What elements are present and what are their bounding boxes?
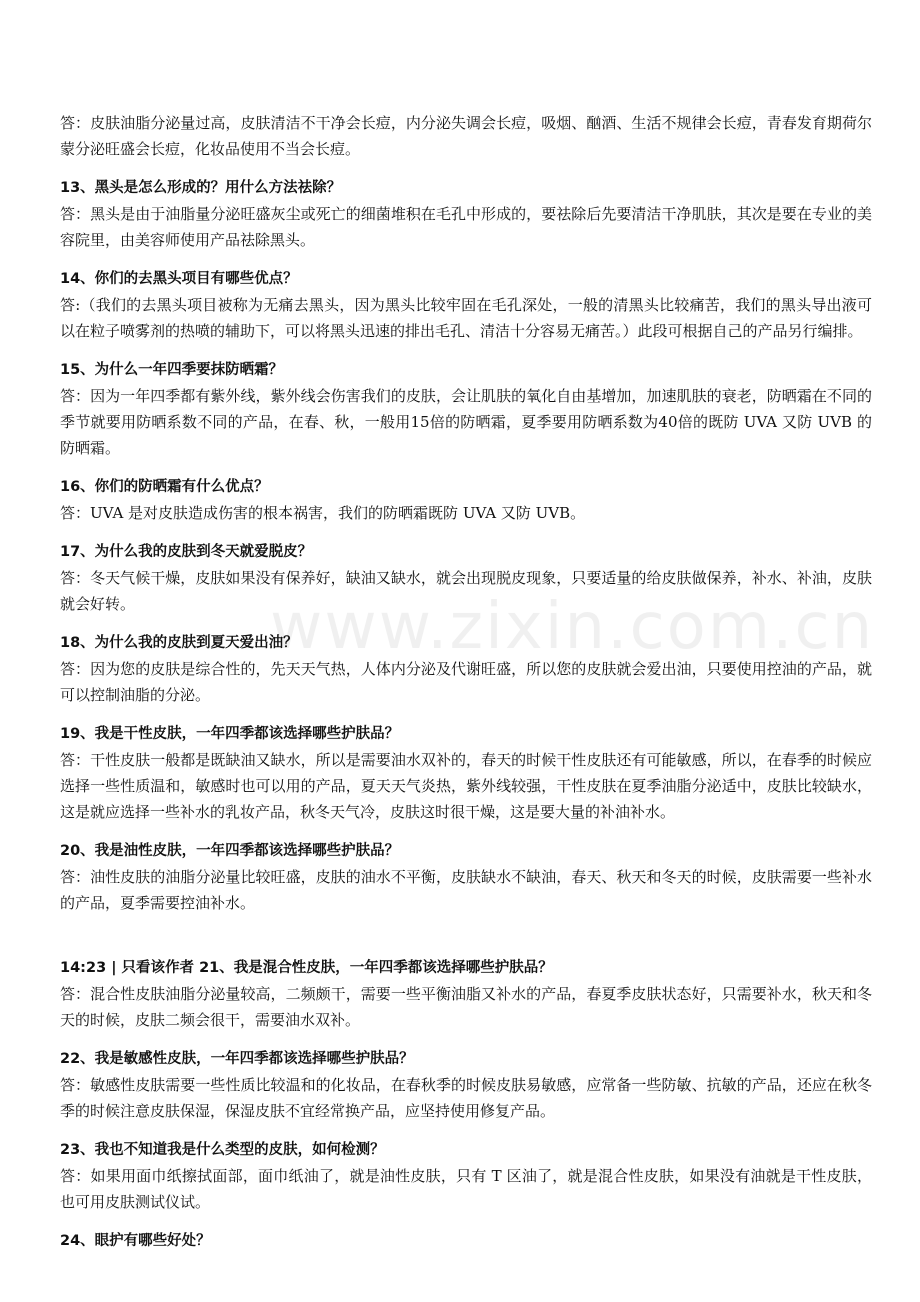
section-gap xyxy=(60,929,872,955)
answer-text: 答：皮肤油脂分泌量过高，皮肤清洁不干净会长痘，内分泌失调会长痘，吸烟、酗酒、生活不规律会长痘，青春发育期荷尔蒙分泌旺盛会长痘，化妆品使用不当会长痘。 xyxy=(60,114,872,158)
question-heading: 22、我是敏感性皮肤，一年四季都该选择哪些护肤品？ xyxy=(60,1051,414,1067)
qa-item xyxy=(60,266,872,344)
answer-text: 答：UVA 是对皮肤造成伤害的根本祸害，我们的防晒霜既防 UVA 又防 UVB。 xyxy=(60,504,586,522)
qa-item xyxy=(60,1046,872,1124)
watermark: www.zixin.com.cn xyxy=(270,590,875,664)
answer-text: 答：黑头是由于油脂量分泌旺盛灰尘或死亡的细菌堆积在毛孔中形成的，要祛除后先要清洁干净肌肤，其次是要在专业的美容院里，由美容师使用产品祛除黑头。 xyxy=(60,205,872,249)
qa-item xyxy=(60,630,872,708)
answer-text: 答：因为一年四季都有紫外线，紫外线会伤害我们的皮肤，会让肌肤的氧化自由基增加，加速肌肤的衰老，防晒霜在不同的季节就要用防晒系数不同的产品，在春、秋，一般用15倍的防晒霜，夏季要用防晒系数为40倍的既防 UVA 又防 UVB 的防晒霜。 xyxy=(60,387,872,457)
answer-text: 答：混合性皮肤油脂分泌量较高，二频颇干，需要一些平衡油脂又补水的产品，春夏季皮肤状态好，只需要补水，秋天和冬天的时候，皮肤二频会很干，需要油水双补。 xyxy=(60,985,872,1029)
qa-item xyxy=(60,474,872,526)
question-heading: 14:23 | 只看该作者 21、我是混合性皮肤，一年四季都该选择哪些护肤品？ xyxy=(60,960,553,976)
answer-text: 答：因为您的皮肤是综合性的，先天天气热，人体内分泌及代谢旺盛，所以您的皮肤就会爱出油，只要使用控油的产品，就可以控制油脂的分泌。 xyxy=(60,660,872,704)
intro-block xyxy=(60,110,872,162)
qa-list-2 xyxy=(60,955,872,1254)
qa-list xyxy=(60,175,875,916)
document-page xyxy=(60,110,875,1267)
question-heading: 20、我是油性皮肤，一年四季都该选择哪些护肤品？ xyxy=(60,843,400,859)
question-heading: 17、为什么我的皮肤到冬天就爱脱皮？ xyxy=(60,544,313,560)
question-heading: 13、黑头是怎么形成的？用什么方法祛除？ xyxy=(60,180,342,196)
question-heading: 19、我是干性皮肤，一年四季都该选择哪些护肤品？ xyxy=(60,726,400,742)
qa-item xyxy=(60,838,872,916)
qa-item xyxy=(60,357,872,461)
question-heading: 15、为什么一年四季要抹防晒霜？ xyxy=(60,362,284,378)
answer-text: 答：如果用面巾纸擦拭面部，面巾纸油了，就是油性皮肤，只有 T 区油了，就是混合性皮肤，如果没有油就是干性皮肤，也可用皮肤测试仪试。 xyxy=(60,1167,872,1211)
question-heading: 14、你们的去黑头项目有哪些优点？ xyxy=(60,271,298,287)
question-heading: 16、你们的防晒霜有什么优点？ xyxy=(60,479,269,495)
qa-item xyxy=(60,1228,872,1254)
answer-text: 答：冬天气候干燥，皮肤如果没有保养好，缺油又缺水，就会出现脱皮现象，只要适量的给皮肤做保养，补水、补油，皮肤就会好转。 xyxy=(60,569,872,613)
question-heading: 18、为什么我的皮肤到夏天爱出油？ xyxy=(60,635,298,651)
answer-text: 答：敏感性皮肤需要一些性质比较温和的化妆品，在春秋季的时候皮肤易敏感，应常备一些防敏、抗敏的产品，还应在秋冬季的时候注意皮肤保湿，保湿皮肤不宜经常换产品，应坚持使用修复产品。 xyxy=(60,1076,872,1120)
qa-item xyxy=(60,175,872,253)
qa-item xyxy=(60,955,872,1033)
question-heading: 24、眼护有哪些好处？ xyxy=(60,1233,211,1249)
answer-text: 答:（我们的去黑头项目被称为无痛去黑头，因为黑头比较牢固在毛孔深处，一般的清黑头比较痛苦，我们的黑头导出液可以在粒子喷雾剂的热喷的辅助下，可以将黑头迅速的排出毛孔、清洁十分容易无痛苦。）此段可根据自己的产品另行编排。 xyxy=(60,296,872,340)
question-heading: 23、我也不知道我是什么类型的皮肤，如何检测？ xyxy=(60,1142,385,1158)
answer-text: 答：油性皮肤的油脂分泌量比较旺盛，皮肤的油水不平衡，皮肤缺水不缺油，春天、秋天和冬天的时候，皮肤需要一些补水的产品，夏季需要控油补水。 xyxy=(60,868,872,912)
qa-item xyxy=(60,539,872,617)
qa-item xyxy=(60,1137,872,1215)
qa-item xyxy=(60,721,872,825)
answer-text: 答：干性皮肤一般都是既缺油又缺水，所以是需要油水双补的，春天的时候干性皮肤还有可能敏感，所以，在春季的时候应选择一些性质温和，敏感时也可以用的产品，夏天天气炎热，紫外线较强，干性皮肤在夏季油脂分泌适中，皮肤比较缺水，这是就应选择一些补水的乳妆产品，秋冬天气冷，皮肤这时很干燥，这是要大量的补油补水。 xyxy=(60,751,872,821)
